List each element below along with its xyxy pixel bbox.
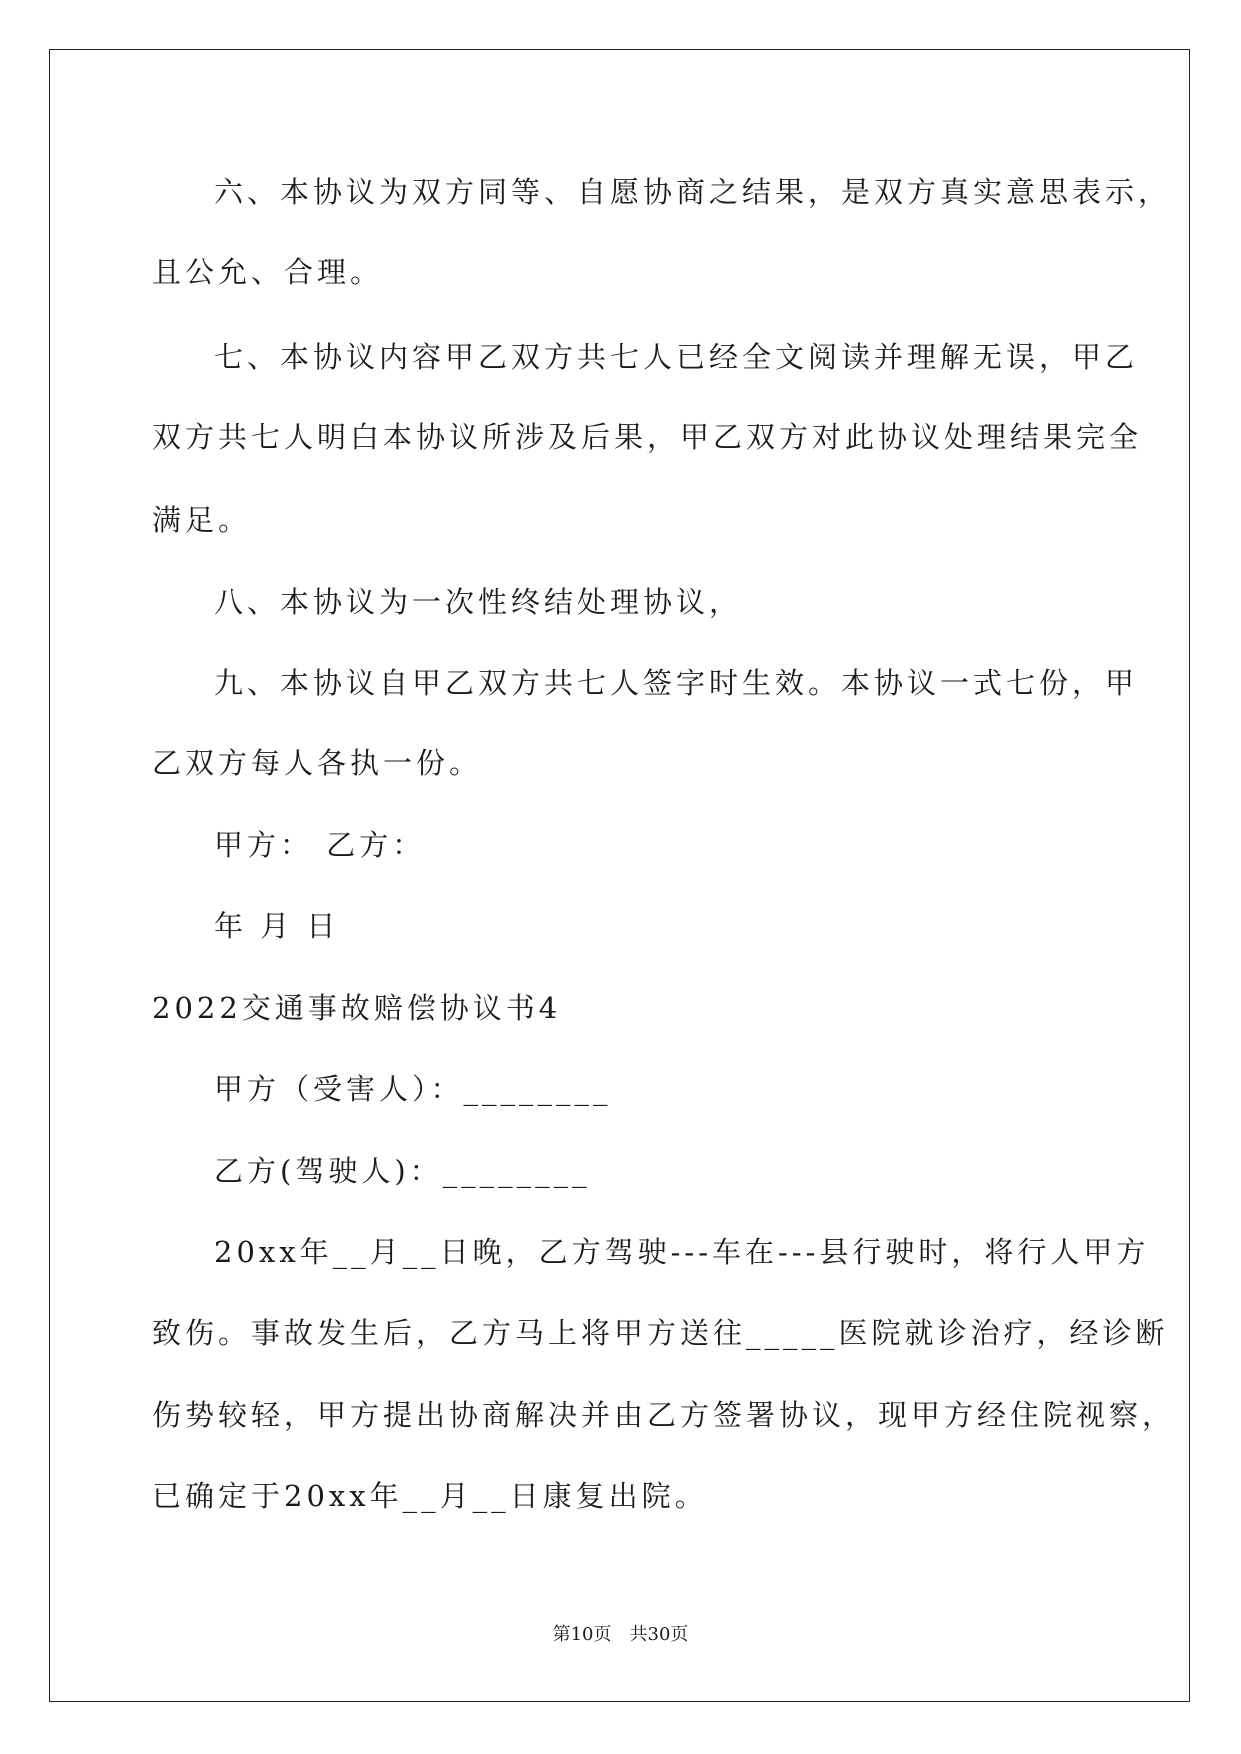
party-b-line: 乙方(驾驶人)：________: [214, 1154, 591, 1188]
paragraph-line: 九、本协议自甲乙双方共七人签字时生效。本协议一式七份，甲: [214, 666, 1139, 700]
section-title: 2022交通事故赔偿协议书4: [152, 991, 562, 1025]
party-a-line: 甲方（受害人）：________: [214, 1072, 612, 1106]
page-number-total: 共30页: [629, 1624, 689, 1645]
paragraph-line: 乙双方每人各执一份。: [152, 746, 483, 780]
paragraph-line: 八、本协议为一次性终结处理协议，: [214, 585, 743, 619]
paragraph-line: 20xx年__月__日晚，乙方驾驶---车在---县行驶时，将行人甲方: [214, 1235, 1150, 1269]
paragraph-line: 六、本协议为双方同等、自愿协商之结果，是双方真实意思表示，: [214, 175, 1172, 209]
signature-line: 甲方： 乙方：: [214, 828, 426, 862]
paragraph-line: 已确定于20xx年__月__日康复出院。: [152, 1479, 708, 1513]
paragraph-line: 满足。: [152, 503, 252, 537]
paragraph-line: 伤势较轻，甲方提出协商解决并由乙方签署协议，现甲方经住院视察，: [152, 1398, 1176, 1432]
paragraph-line: 双方共七人明白本协议所涉及后果，甲乙双方对此协议处理结果完全: [152, 420, 1143, 454]
paragraph-line: 致伤。事故发生后，乙方马上将甲方送往_____医院就诊治疗，经诊断: [152, 1316, 1169, 1350]
page-border: [49, 49, 1190, 1702]
page-footer: [0, 1623, 1241, 1647]
page-number-current: 第10页: [552, 1624, 612, 1645]
paragraph-line: 且公允、合理。: [152, 255, 384, 289]
paragraph-line: 七、本协议内容甲乙双方共七人已经全文阅读并理解无误，甲乙: [214, 340, 1139, 374]
date-line: 年 月 日: [214, 909, 340, 943]
